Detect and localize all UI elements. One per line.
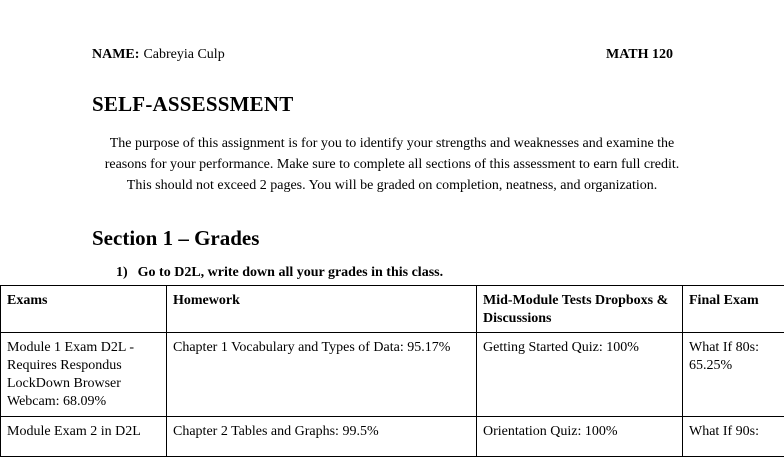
section-1-heading: Section 1 – Grades xyxy=(92,226,259,251)
student-name: Cabreyia Culp xyxy=(143,47,224,62)
table-cell: What If 90s: xyxy=(683,417,784,457)
column-header-homework: Homework xyxy=(167,286,477,333)
header-row xyxy=(92,47,673,65)
instruction-item xyxy=(116,265,443,281)
table-cell: Chapter 2 Tables and Graphs: 99.5% xyxy=(167,417,477,457)
document-title: SELF-ASSESSMENT xyxy=(92,92,293,117)
table-header-row xyxy=(1,286,784,333)
column-header-exams: Exams xyxy=(1,286,167,333)
table-row xyxy=(1,417,784,457)
table-row xyxy=(1,333,784,417)
table-cell: Orientation Quiz: 100% xyxy=(477,417,683,457)
table-cell: Chapter 1 Vocabulary and Types of Data: 95.17% xyxy=(167,333,477,417)
column-header-mid-module: Mid-Module Tests Dropboxs & Discussions xyxy=(477,286,683,333)
intro-paragraph: The purpose of this assignment is for you to identify your strengths and weaknesses and examine the reasons for your performance. Make sure to complete all sections of this assessment to earn full credit. This should not exceed 2 pages. You will be graded on completion, neatness, and organization. xyxy=(92,133,692,197)
table-cell: What If 80s: 65.25% xyxy=(683,333,784,417)
course-code: MATH 120 xyxy=(606,47,673,63)
instruction-text: Go to D2L, write down all your grades in this class. xyxy=(138,265,443,280)
column-header-final-exam: Final Exam xyxy=(683,286,784,333)
table-cell: Module 1 Exam D2L - Requires Respondus LockDown Browser Webcam: 68.09% xyxy=(1,333,167,417)
table-cell: Module Exam 2 in D2L xyxy=(1,417,167,457)
table-cell: Getting Started Quiz: 100% xyxy=(477,333,683,417)
instruction-number: 1) xyxy=(116,265,128,280)
grades-table xyxy=(0,285,784,457)
name-label: NAME: xyxy=(92,47,139,62)
